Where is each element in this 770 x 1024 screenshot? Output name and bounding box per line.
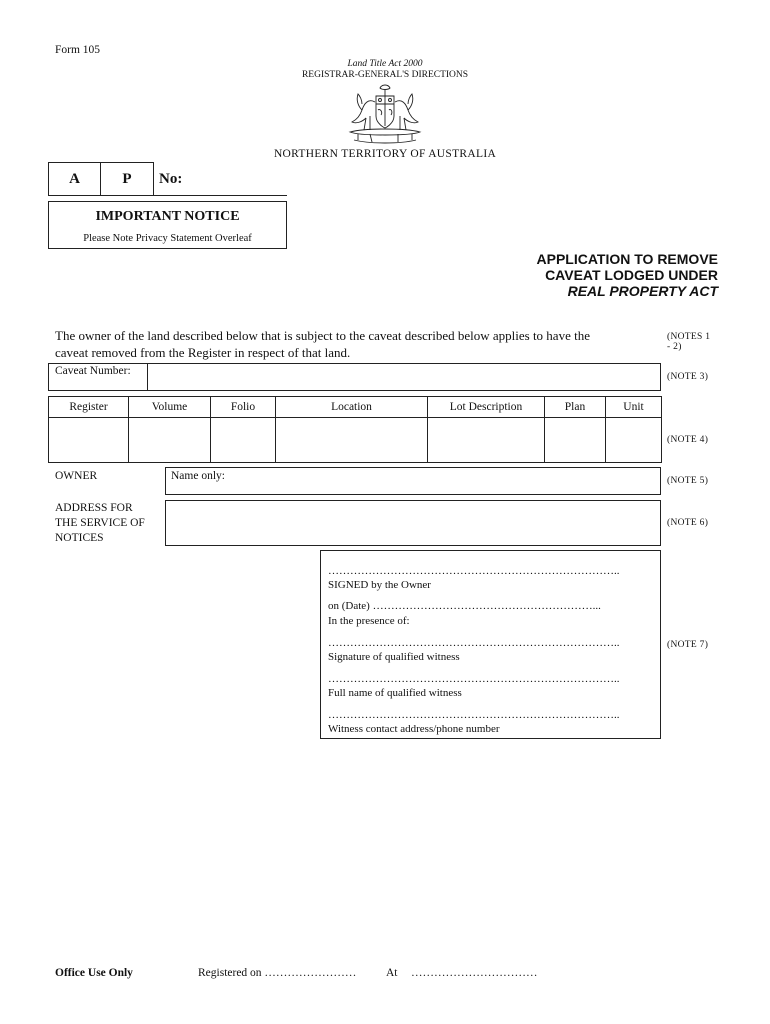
signature-box — [320, 550, 661, 739]
witness-contact-line[interactable]: …………………………………………………………………….. — [328, 709, 620, 721]
presence-label: In the presence of: — [328, 615, 410, 627]
caveat-number-input[interactable] — [150, 365, 655, 387]
form-title: APPLICATION TO REMOVE CAVEAT LODGED UNDER REAL PROPERTY ACT — [536, 251, 718, 299]
intro-text: The owner of the land described below that is subject to the caveat described below applies to have the caveat removed from the Register in respect of that land. — [55, 328, 590, 360]
witness-signature-label: Signature of qualified witness — [328, 651, 460, 663]
lot-description-cell[interactable] — [428, 418, 545, 463]
witness-signature-line[interactable]: …………………………………………………………………….. — [328, 637, 620, 649]
header-unit: Unit — [606, 397, 662, 418]
note-1-2: (NOTES 1 - 2) — [667, 332, 711, 352]
header-plan: Plan — [545, 397, 606, 418]
witness-name-line[interactable]: …………………………………………………………………….. — [328, 673, 620, 685]
note-3: (NOTE 3) — [667, 372, 709, 382]
owner-label: OWNER — [55, 470, 98, 482]
act-name: Land Title Act 2000 — [347, 59, 423, 69]
table-header-row — [49, 397, 662, 418]
note-4: (NOTE 4) — [667, 435, 709, 445]
registered-on: Registered on …………………… — [198, 967, 357, 979]
witness-name-label: Full name of qualified witness — [328, 687, 462, 699]
register-cell[interactable] — [49, 418, 129, 463]
signed-date-line[interactable]: on (Date) ……………………………………………………... — [328, 600, 601, 612]
location-cell[interactable] — [276, 418, 428, 463]
ap-cell-p: P — [100, 162, 154, 196]
caveat-number-label: Caveat Number: — [55, 365, 131, 377]
registrar-directions: REGISTRAR-GENERAL'S DIRECTIONS — [301, 70, 469, 80]
header-location: Location — [276, 397, 428, 418]
plan-cell[interactable] — [545, 418, 606, 463]
at-label: At — [386, 967, 398, 979]
header-lot-description: Lot Description — [428, 397, 545, 418]
table-row — [49, 418, 662, 463]
owner-name-field[interactable]: Name only: — [165, 467, 661, 495]
header-folio: Folio — [211, 397, 276, 418]
address-field[interactable] — [165, 500, 661, 546]
ap-cell-a: A — [48, 162, 101, 196]
important-notice: IMPORTANT NOTICE Please Note Privacy Statement Overleaf — [48, 201, 287, 249]
owner-signature-line[interactable]: …………………………………………………………………….. — [328, 565, 620, 577]
unit-cell[interactable] — [606, 418, 662, 463]
folio-cell[interactable] — [211, 418, 276, 463]
caveat-divider — [147, 363, 148, 391]
form-number: Form 105 — [55, 44, 101, 56]
land-description-table — [48, 396, 662, 463]
jurisdiction: NORTHERN TERRITORY OF AUSTRALIA — [273, 148, 497, 160]
coat-of-arms-icon — [340, 82, 430, 146]
signed-by-owner: SIGNED by the Owner — [328, 579, 431, 591]
note-7: (NOTE 7) — [667, 640, 709, 650]
witness-contact-label: Witness contact address/phone number — [328, 723, 500, 735]
office-use-label: Office Use Only — [55, 967, 133, 979]
note-5: (NOTE 5) — [667, 476, 709, 486]
volume-cell[interactable] — [129, 418, 211, 463]
ap-number-field[interactable]: No: — [153, 162, 287, 196]
at-field: …………………………… — [411, 967, 538, 979]
note-6: (NOTE 6) — [667, 518, 709, 528]
address-label: ADDRESS FOR THE SERVICE OF NOTICES — [55, 502, 145, 544]
header-register: Register — [49, 397, 129, 418]
header-volume: Volume — [129, 397, 211, 418]
